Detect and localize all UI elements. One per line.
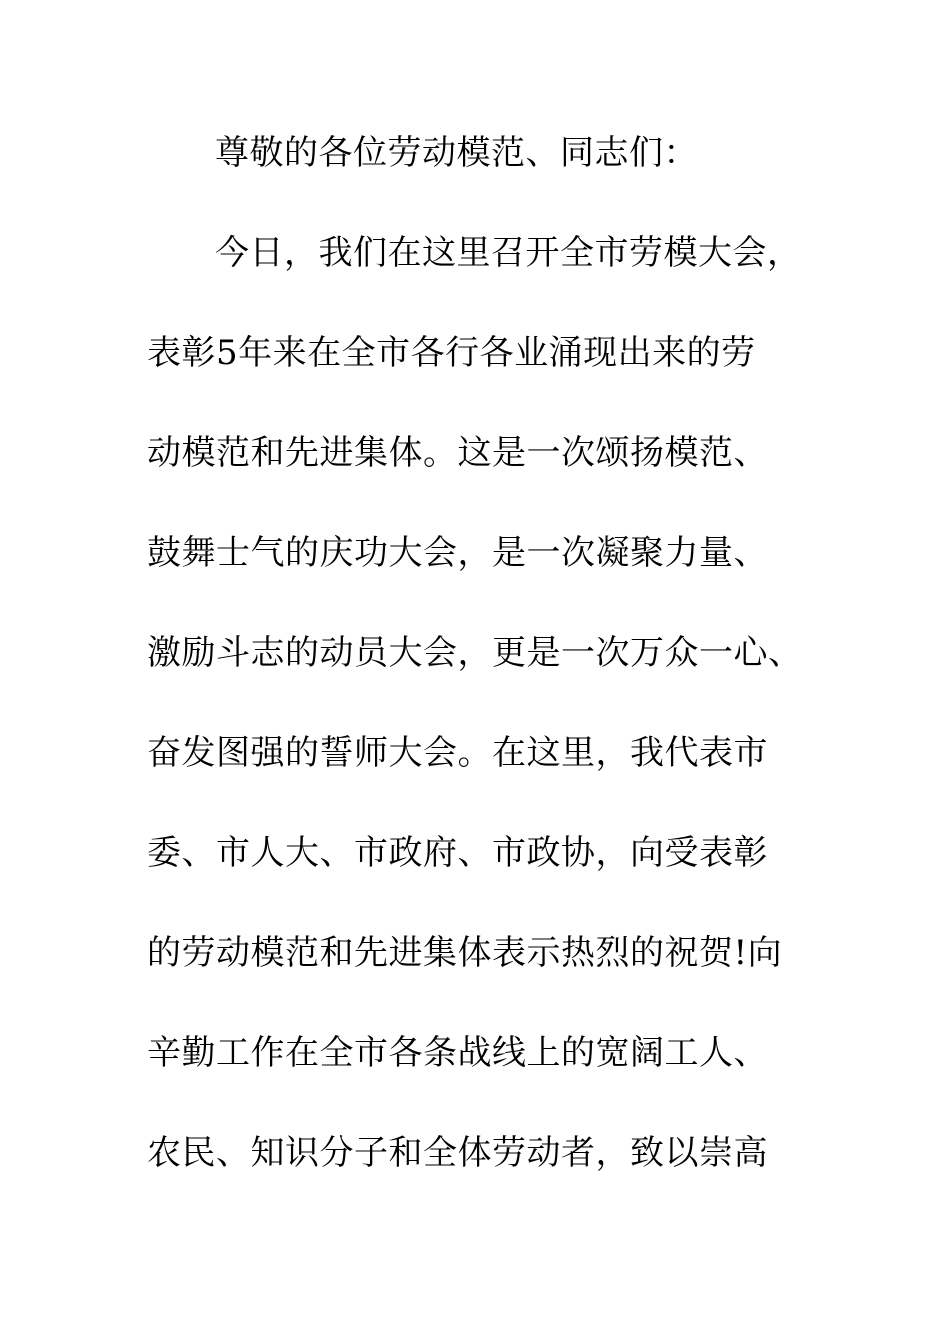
paragraph-line-5: 激励斗志的动员大会，更是一次万众一心、 [147,633,803,673]
paragraph-line-1: 今日，我们在这里召开全市劳模大会， [215,233,802,273]
paragraph-line-10: 农民、知识分子和全体劳动者，致以崇高 [147,1133,768,1173]
salutation: 尊敬的各位劳动模范、同志们： [215,133,698,173]
paragraph-line-7: 委、市人大、市政府、市政协，向受表彰 [147,833,768,873]
paragraph-line-3: 动模范和先进集体。这是一次颂扬模范、 [147,433,768,473]
paragraph-line-8: 的劳动模范和先进集体表示热烈的祝贺!向 [147,933,783,973]
paragraph-line-2: 表彰5年来在全市各行各业涌现出来的劳 [147,333,756,373]
paragraph-line-6: 奋发图强的誓师大会。在这里，我代表市 [147,733,768,773]
paragraph-line-9: 辛勤工作在全市各条战线上的宽阔工人、 [147,1033,768,1073]
paragraph-line-4: 鼓舞士气的庆功大会，是一次凝聚力量、 [147,533,768,573]
